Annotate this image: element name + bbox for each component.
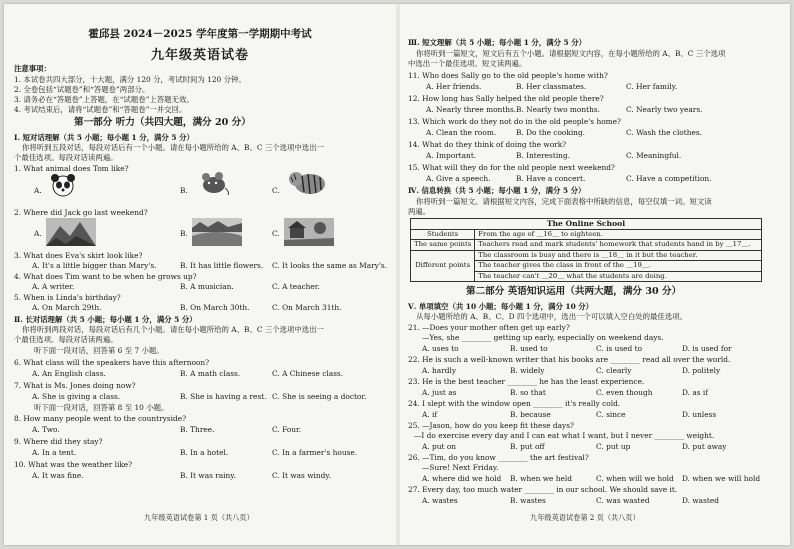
exam-page-1 (4, 4, 396, 545)
option-c: C. is used to (596, 344, 643, 353)
question-9: 9. Where did they stay? (14, 437, 103, 446)
option-b: B. Three. (180, 425, 215, 434)
table-row (411, 250, 762, 261)
question-26-response: —Sure! Next Friday. (422, 463, 499, 472)
option-c: C. even though (596, 388, 653, 397)
option-c: C. In a farmer's house. (272, 448, 358, 457)
mouse-icon (194, 170, 232, 196)
option-d: D. put away (682, 442, 727, 451)
option-c: C. clearly (596, 366, 632, 375)
option-a: A. just as (422, 388, 457, 397)
section-instruction: 你将听到一篇短文，短文后有五个小题。请根据短文内容，在每小题所给的 A、B、C 三个选项 (416, 49, 726, 58)
option-a: A. An English class. (32, 369, 106, 378)
option-b: B. Nearly two months. (516, 105, 600, 114)
subsection-note: 听下面一段对话，回答第 6 至 7 小题。 (34, 346, 164, 355)
river-photo-icon (192, 218, 242, 246)
section-instruction: 个最佳选项。每段对话读两遍。 (14, 335, 118, 344)
table-row-label: Different points (411, 250, 475, 282)
question-21: 21. —Does your mother often get up early? (408, 323, 570, 332)
question-12: 12. How long has Sally helped the old people there? (408, 94, 604, 103)
tiger-icon (284, 168, 330, 198)
option-b: B. She is having a rest. (180, 392, 267, 401)
question-13: 13. Which work do they not do in the old people's home? (408, 117, 621, 126)
option-b: B. On March 30th. (180, 303, 250, 312)
option-label: B. (180, 186, 188, 195)
question-26: 26. —Tim, do you know ________ the art festival? (408, 453, 589, 462)
question-10: 10. What was the weather like? (14, 460, 133, 469)
question-6: 6. What class will the speakers have this afternoon? (14, 358, 210, 367)
option-d: D. as if (682, 388, 709, 397)
option-c: C. Meaningful. (626, 151, 682, 160)
notice-item: 3. 请务必在“答题卷”上答题，在“试题卷”上答题无效。 (14, 95, 194, 104)
option-b: B. It has little flowers. (180, 261, 264, 270)
option-c: C. put up (596, 442, 631, 451)
question-1: 1. What animal does Tom like? (14, 164, 129, 173)
option-a: A. uses to (422, 344, 459, 353)
option-a: A. Nearly three months. (426, 105, 517, 114)
notice-item: 2. 全卷包括“试题卷”和“答题卷”两部分。 (14, 85, 150, 94)
section-heading: Ⅰ. 短对话理解（共 5 小题；每小题 1 分，满分 5 分） (14, 133, 194, 142)
table-row-label: Students (411, 229, 475, 240)
question-21-response: —Yes, she ________ getting up early, especially on weekend days. (422, 333, 664, 342)
notice-item: 4. 考试结束后，请将“试题卷”和“答题卷”一并交回。 (14, 105, 187, 114)
page-footer: 九年级英语试卷第 1 页（共八页） (144, 513, 254, 522)
section-instruction: 中选出一个最佳选项。短文读两遍。 (408, 59, 527, 68)
option-b: B. A musician. (180, 282, 234, 291)
mountain-photo-icon (46, 218, 96, 246)
option-label: A. (34, 186, 42, 195)
section-instruction: 你将听到一篇短文。请根据短文内容，完成下面表格中所缺的信息，每空仅填一词。短文读 (416, 197, 712, 206)
option-a: A. Her friends. (426, 82, 482, 91)
subsection-note: 听下面一段对话，回答第 8 至 10 小题。 (34, 403, 169, 412)
option-a: A. hardly (422, 366, 457, 375)
option-c: C. Nearly two years. (626, 105, 703, 114)
option-c: C. Have a competition. (626, 174, 712, 183)
option-b: B. when we held (510, 474, 572, 483)
table-cell: The classroom is busy and there is ＿18＿ in it but the teacher. (475, 250, 762, 261)
option-a: A. if (422, 410, 438, 419)
table-cell: The teacher can't ＿20＿ what the students are doing. (475, 271, 762, 282)
panda-icon (44, 172, 82, 198)
section-instruction: 从每小题所给的 A、B、C、D 四个选项中，选出一个可以填入空白处的最佳选项。 (416, 312, 687, 321)
option-d: D. wasted (682, 496, 719, 505)
option-a: A. wastes (422, 496, 458, 505)
page-footer: 九年级英语试卷第 2 页（共八页） (530, 513, 640, 522)
part-heading: 第二部分 英语知识运用（共两大题，满分 30 分） (466, 286, 682, 297)
option-b: B. It was rainy. (180, 471, 236, 480)
option-d: D. unless (682, 410, 717, 419)
section-heading: Ⅴ. 单项填空（共 10 小题；每小题 1 分，满分 10 分） (408, 302, 594, 311)
option-c: C. since (596, 410, 626, 419)
table-row (411, 240, 762, 251)
question-23: 23. He is the best teacher ________ he has the least experience. (408, 377, 645, 386)
question-4: 4. What does Tim want to be when he grows up? (14, 272, 197, 281)
option-label: C. (272, 186, 280, 195)
option-b: B. Do the cooking. (516, 128, 586, 137)
table-cell: Teachers read and mark students' homework that students hand in by ＿17＿. (475, 240, 762, 251)
question-11: 11. Who does Sally go to the old people's home with? (408, 71, 608, 80)
option-c: C. Her family. (626, 82, 678, 91)
exam-title: 霍邱县 2024－2025 学年度第一学期期中考试 (88, 28, 312, 40)
section-instruction: 你将听到两段对话，每段对话后有几个小题。请在每小题所给的 A、B、C 三个选项中选出一 (22, 325, 324, 334)
option-b: B. because (510, 410, 551, 419)
option-b: B. so that (510, 388, 546, 397)
question-5: 5. When is Linda's birthday? (14, 293, 121, 302)
option-c: C. Four. (272, 425, 302, 434)
table-row-label: The same points (411, 240, 475, 251)
option-c: C. A Chinese class. (272, 369, 344, 378)
option-b: B. wastes (510, 496, 546, 505)
option-b: B. A math class. (180, 369, 241, 378)
option-a: A. She is giving a class. (32, 392, 121, 401)
option-b: B. Interesting. (516, 151, 571, 160)
option-b: B. In a hotel. (180, 448, 229, 457)
option-c: C. was wasted (596, 496, 650, 505)
section-instruction: 两遍。 (408, 207, 431, 216)
section-instruction: 你将听到五段对话，每段对话后有一个小题。请在每小题所给的 A、B、C 三个选项中选出一 (22, 143, 324, 152)
table-row (411, 229, 762, 240)
question-2: 2. Where did Jack go last weekend? (14, 208, 148, 217)
section-heading: Ⅲ. 短文理解（共 5 小题；每小题 1 分，满分 5 分） (408, 38, 587, 47)
section-heading: Ⅱ. 长对话理解（共 5 小题；每小题 1 分，满分 5 分） (14, 315, 197, 324)
option-a: A. Clean the room. (426, 128, 497, 137)
option-b: B. used to (510, 344, 548, 353)
option-d: D. when we will hold (682, 474, 761, 483)
part-heading: 第一部分 听力（共四大题，满分 20 分） (74, 117, 251, 128)
question-25: 25. —Jason, how do you keep fit these days? (408, 421, 574, 430)
option-a: A. put on (422, 442, 457, 451)
question-27: 27. Every day, too much water ________ in our school. We should save it. (408, 485, 678, 494)
exam-subtitle: 九年级英语试卷 (150, 48, 249, 63)
option-c: C. Wash the clothes. (626, 128, 703, 137)
question-24: 24. I slept with the window open ________ it's really cold. (408, 399, 621, 408)
option-label: C. (272, 229, 280, 238)
option-a: A. On March 29th. (32, 303, 102, 312)
option-c: C. She is seeing a doctor. (272, 392, 367, 401)
option-b: B. Her classmates. (516, 82, 587, 91)
question-8: 8. How many people went to the countryside? (14, 414, 187, 423)
option-b: B. Have a concert. (516, 174, 586, 183)
question-22: 22. He is such a well-known writer that his books are ________ read all over the world. (408, 355, 731, 364)
question-14: 14. What do they think of doing the work? (408, 140, 567, 149)
exam-page-2 (400, 4, 790, 545)
option-a: A. Give a speech. (426, 174, 491, 183)
exam-sheet (4, 4, 790, 545)
question-7: 7. What is Ms. Jones doing now? (14, 381, 136, 390)
option-b: B. widely (510, 366, 545, 375)
notice-heading: 注意事项： (14, 64, 51, 73)
notice-item: 1. 本试卷共四大部分，十大题，满分 120 分，考试时间为 120 分钟。 (14, 75, 246, 84)
info-table (410, 218, 762, 282)
option-d: D. politely (682, 366, 721, 375)
option-a: A. where did we hold (422, 474, 502, 483)
option-a: A. A writer. (32, 282, 75, 291)
option-c: C. when will we hold (596, 474, 674, 483)
table-cell: The teacher gives the class in front of the ＿19＿. (475, 261, 762, 272)
option-c: C. A teacher. (272, 282, 320, 291)
section-heading: Ⅳ. 信息转换（共 5 小题；每小题 1 分，满分 5 分） (408, 186, 586, 195)
table-title: The Online School (411, 219, 762, 230)
option-a: A. In a tent. (32, 448, 77, 457)
section-instruction: 个最佳选项。每段对话读两遍。 (14, 153, 118, 162)
table-cell: From the age of ＿16＿ to eighteen. (475, 229, 762, 240)
option-d: D. is used for (682, 344, 732, 353)
option-a: A. It's a little bigger than Mary's. (32, 261, 157, 270)
option-label: B. (180, 229, 188, 238)
option-a: A. Two. (32, 425, 60, 434)
question-3: 3. What does Eva's skirt look like? (14, 251, 143, 260)
question-25-response: —I do exercise every day and I can eat what I want, but I never ________ weight. (414, 431, 715, 440)
option-a: A. Important. (426, 151, 477, 160)
option-a: A. It was fine. (32, 471, 84, 480)
option-c: C. It was windy. (272, 471, 331, 480)
option-c: C. It looks the same as Mary's. (272, 261, 387, 270)
option-label: A. (34, 229, 42, 238)
option-b: B. put off (510, 442, 545, 451)
question-15: 15. What will they do for the old people next weekend? (408, 163, 615, 172)
option-c: C. On March 31th. (272, 303, 342, 312)
farm-photo-icon (284, 218, 334, 246)
